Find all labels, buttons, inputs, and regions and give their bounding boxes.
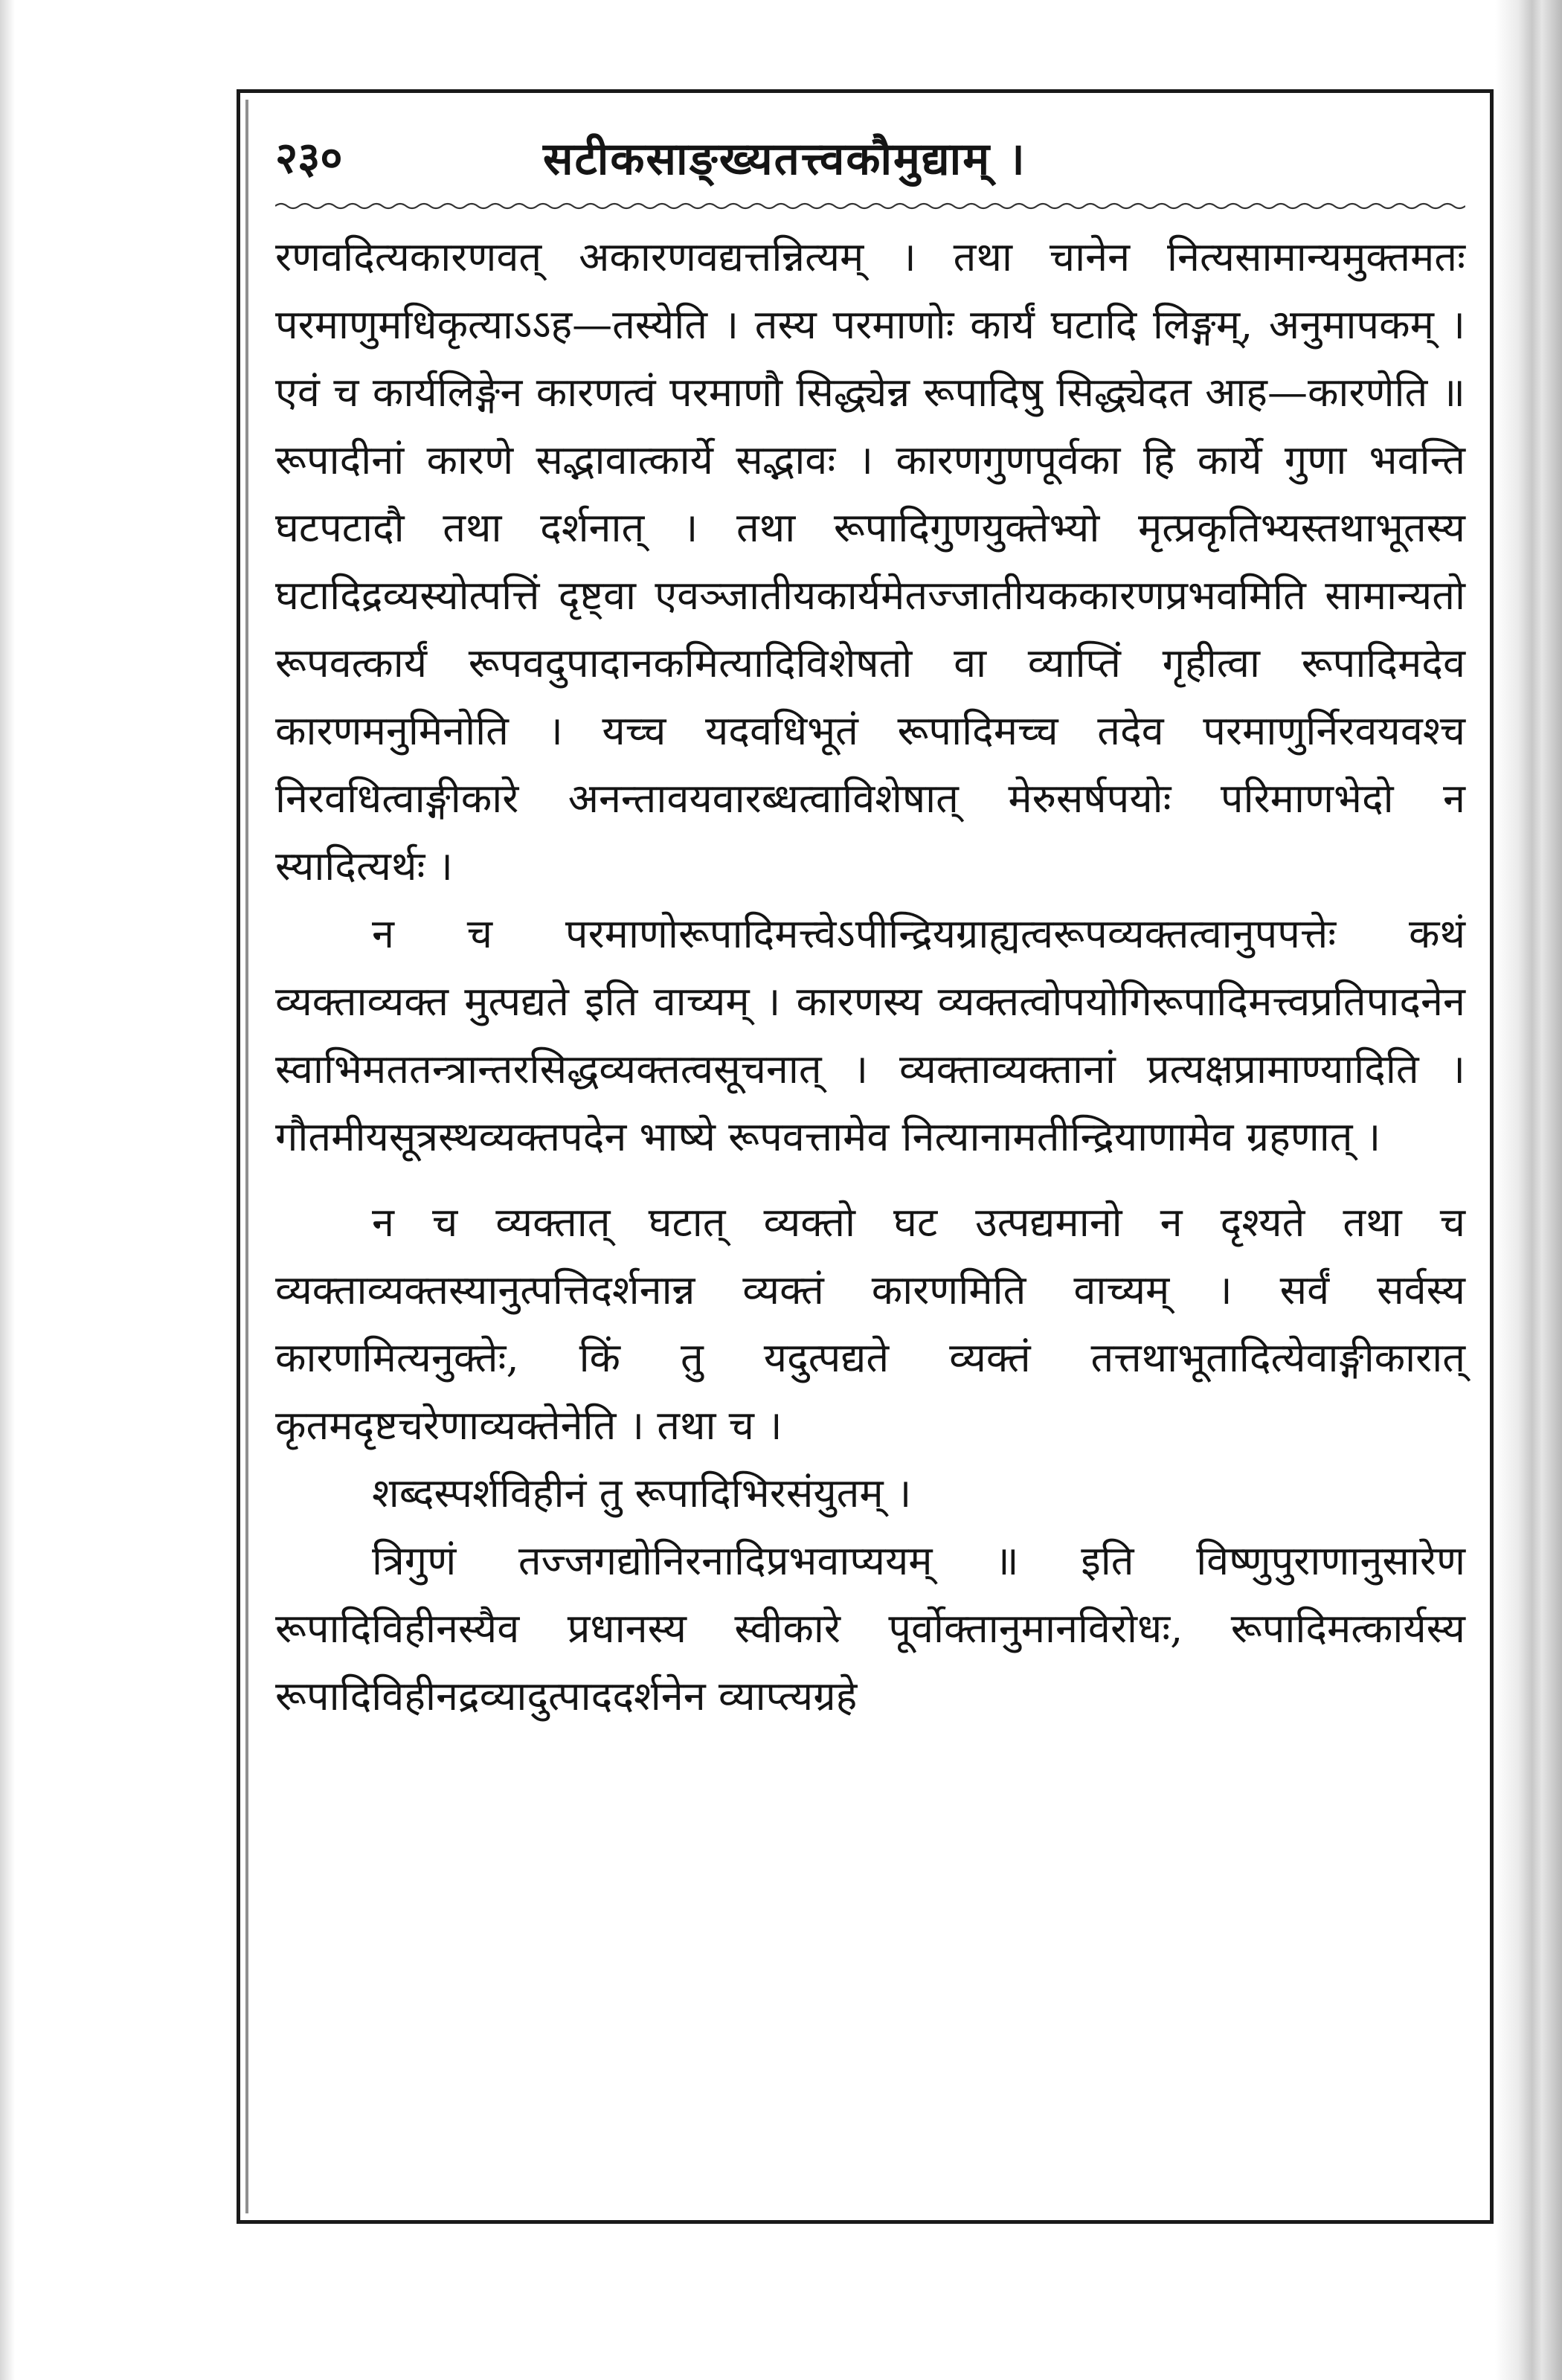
paragraph-gap (275, 1171, 1465, 1189)
verse-line-2: त्रिगुणं तज्जगद्योनिरनादिप्रभवाप्ययम् ॥ इति विष्णुपुराणानुसारेण रूपादिविहीनस्यैव प्रधानस्य स्वीकारे पूर्वोक्तानुमानविरोधः, रूपादिमत्कार्यस्य रूपादिविहीनद्रव्यादुत्पाददर्शनेन व्याप्त्यग्रहे (275, 1537, 1465, 1720)
scan-left-edge (0, 0, 15, 2380)
paragraph-2: न च परमाणोरूपादिमत्त्वेऽपीन्द्रियग्राह्यत्वरूपव्यक्तत्वानुपपत्तेः कथं व्यक्ताव्यक्त मुत्पद्यते इति वाच्यम् । कारणस्य व्यक्तत्वोपयोगिरूपादिमत्त्वप्रतिपादनेन स्वाभिमततन्त्रान्तरसिद्धव्यक्तत्वसूचनात् । व्यक्ताव्यक्तानां प्रत्यक्षप्रामाण्यादिति । गौतमीयसूत्रस्थव्यक्तपदेन भाष्ये रूपवत्तामेव नित्यानामतीन्द्रियाणामेव ग्रहणात् । (275, 910, 1465, 1160)
paragraph-1: रणवदित्यकारणवत् अकारणवद्यत्तन्नित्यम् । तथा चानेन नित्यसामान्यमुक्तमतः परमाणुमधिकृत्याऽऽह—तस्येति । तस्य परमाणोः कार्यं घटादि लिङ्गम्, अनुमापकम् । एवं च कार्यलिङ्गेन कारणत्वं परमाणौ सिद्ध्येन्न रूपादिषु सिद्ध्येदत आह—कारणेति ॥ रूपादीनां कारणे सद्भावात्कार्ये सद्भावः । कारणगुणपूर्वका हि कार्ये गुणा भवन्ति घटपटादौ तथा दर्शनात् । तथा रूपादिगुणयुक्तेभ्यो मृत्प्रकृतिभ्यस्तथाभूतस्य घटादिद्रव्यस्योत्पत्तिं दृष्ट्वा एवञ्जातीयकार्यमेतज्जातीयककारणप्रभवमिति सामान्यतो रूपवत्कार्यं रूपवदुपादानकमित्यादिविशेषतो वा व्याप्तिं गृहीत्वा रूपादिमदेव कारणमनुमिनोति । यच्च यदवधिभूतं रूपादिमच्च तदेव परमाणुर्निरवयवश्च निरवधित्वाङ्गीकारे अनन्तावयवारब्धत्वाविशेषात् मेरुसर्षपयोः परिमाणभेदो न स्यादित्यर्थः । (275, 234, 1465, 890)
body-text (275, 223, 1465, 2187)
page-header (275, 126, 1465, 193)
verse-line-1: शब्दस्पर्शविहीनं तु रूपादिभिरसंयुतम् । (372, 1470, 912, 1517)
paragraph-3: न च व्यक्तात् घटात् व्यक्तो घट उत्पद्यमानो न दृश्यते तथा च व्यक्ताव्यक्तस्यानुत्पत्तिदर्शनान्न व्यक्तं कारणमिति वाच्यम् । सर्वं सर्वस्य कारणमित्यनुक्तेः, किं तु यदुत्पद्यते व्यक्तं तत्तथाभूतादित्येवाङ्गीकारात् कृतमदृष्टचरेणाव्यक्तेनेति । तथा च । (275, 1199, 1465, 1449)
running-title: सटीकसाङ्ख्यतत्त्वकौमुद्याम् । (543, 133, 1026, 185)
scan-right-edge (1495, 0, 1562, 2380)
page-number: २३० (275, 132, 343, 183)
frame-inner-rule (245, 100, 248, 2213)
header-wavy-rule (275, 201, 1465, 211)
